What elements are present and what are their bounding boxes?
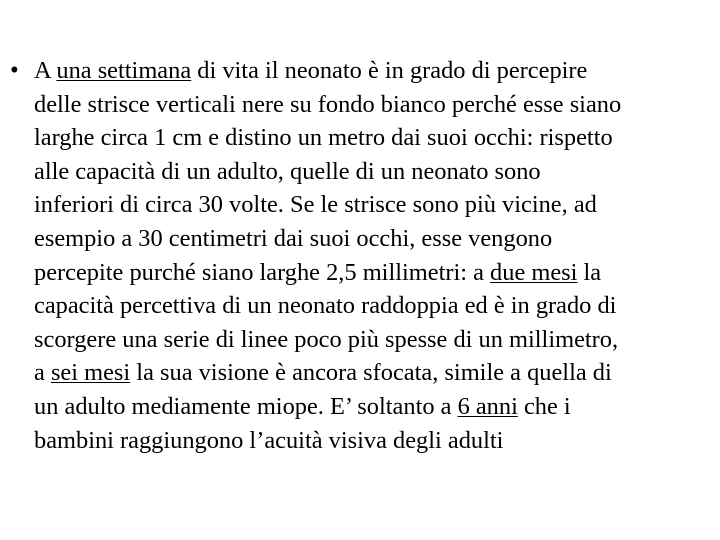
text-line: capacità percettiva di un neonato raddoppia ed è in grado di [34, 292, 617, 320]
text-segment: di vita il neonato è in grado di percepire [191, 57, 588, 84]
underlined-phrase: due mesi [490, 258, 578, 286]
text-line: alle capacità di un adulto, quelle di un neonato sono [34, 157, 541, 185]
text-segment: che i [517, 392, 571, 420]
underlined-phrase: sei mesi [50, 359, 131, 387]
text-line [34, 256, 710, 290]
text-line [34, 390, 710, 424]
bullet-paragraph [34, 54, 710, 457]
underlined-phrase: una settimana [56, 57, 192, 84]
text-segment: la [577, 258, 602, 286]
text-line: bambini raggiungono l’acuità visiva degli adulti [34, 426, 504, 454]
text-line: scorgere una serie di linee poco più spesse di un millimetro, [34, 325, 619, 353]
text-line: esempio a 30 centimetri dai suoi occhi, esse vengono [34, 224, 553, 252]
underlined-phrase: 6 anni [457, 392, 518, 420]
text-segment: la sua visione è ancora sfocata, simile a quella di [130, 359, 612, 387]
text-line [34, 356, 710, 390]
text-line: delle strisce verticali nere su fondo bianco perché esse siano [34, 90, 622, 118]
text-line [34, 54, 710, 88]
text-segment: A [34, 57, 57, 84]
bullet-point-icon: • [10, 57, 19, 84]
text-segment: a [34, 359, 51, 387]
bullet-item [10, 54, 710, 457]
text-line: inferiori di circa 30 volte. Se le strisce sono più vicine, ad [34, 191, 597, 219]
text-segment: percepite purché siano larghe 2,5 millimetri: a [34, 258, 491, 286]
text-line: larghe circa 1 cm e distino un metro dai suoi occhi: rispetto [34, 124, 613, 152]
text-segment: un adulto mediamente miope. E’ soltanto a [34, 392, 458, 420]
